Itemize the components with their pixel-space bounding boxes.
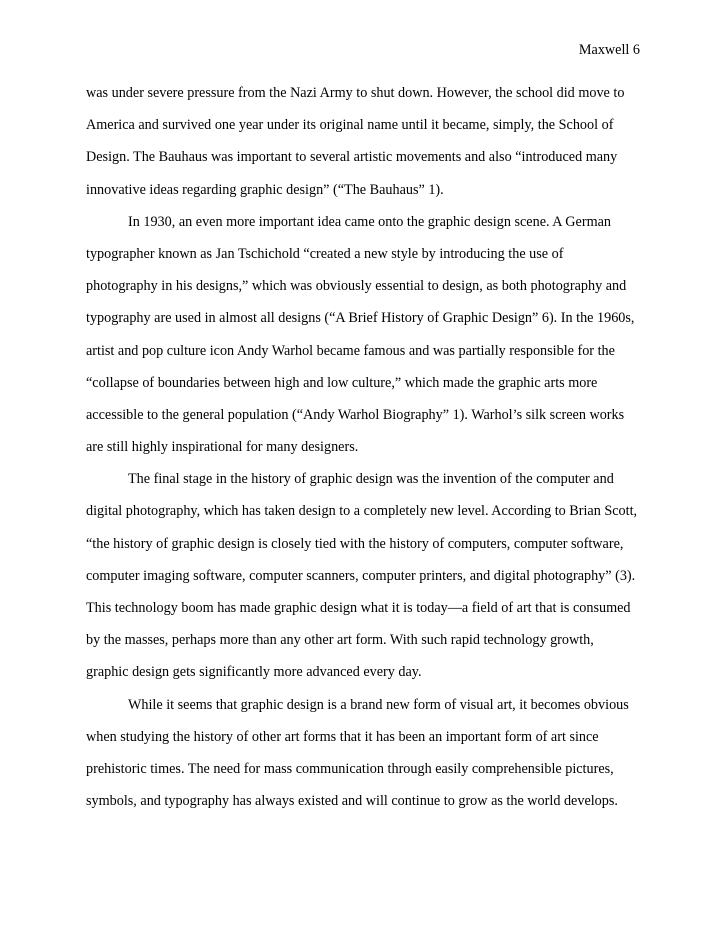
text-line: America and survived one year under its original name until it became, simply, the School of: [86, 117, 614, 134]
body-text: [86, 84, 646, 824]
text-line: prehistoric times. The need for mass communication through easily comprehensible pictures,: [86, 760, 614, 777]
text-line: by the masses, perhaps more than any other art form. With such rapid technology growth,: [86, 632, 594, 649]
text-line: typography are used in almost all designs (“A Brief History of Graphic Design” 6). In the 1960s,: [86, 310, 635, 327]
paragraph-2: [86, 213, 646, 471]
text-line: Design. The Bauhaus was important to several artistic movements and also “introduced many: [86, 149, 618, 166]
text-line: computer imaging software, computer scanners, computer printers, and digital photography” (3).: [86, 567, 636, 584]
text-line: digital photography, which has taken design to a completely new level. According to Brian Scott,: [86, 503, 638, 520]
text-line: accessible to the general population (“Andy Warhol Biography” 1). Warhol’s silk screen works: [86, 406, 625, 423]
text-line: symbols, and typography has always existed and will continue to grow as the world develops.: [86, 793, 618, 810]
text-line: was under severe pressure from the Nazi Army to shut down. However, the school did move to: [86, 85, 625, 101]
text-line: graphic design gets significantly more advanced every day.: [86, 664, 422, 681]
paragraph-4: [86, 696, 646, 825]
text-line: when studying the history of other art forms that it has been an important form of art since: [86, 728, 599, 745]
text-line: The final stage in the history of graphic design was the invention of the computer and: [128, 471, 614, 488]
text-line: artist and pop culture icon Andy Warhol became famous and was partially responsible for the: [86, 342, 615, 359]
text-line: photography in his designs,” which was obviously essential to design, as both photography and: [86, 278, 627, 295]
text-line: typographer known as Jan Tschichold “created a new style by introducing the use of: [86, 245, 564, 262]
paragraph-3: [86, 470, 646, 695]
text-line: innovative ideas regarding graphic design” (“The Bauhaus” 1).: [86, 181, 444, 198]
text-line: “the history of graphic design is closely tied with the history of computers, computer software,: [86, 535, 624, 552]
text-line: While it seems that graphic design is a brand new form of visual art, it becomes obvious: [128, 696, 629, 713]
page-header: Maxwell 6: [578, 42, 640, 58]
text-line: “collapse of boundaries between high and low culture,” which made the graphic arts more: [86, 374, 598, 391]
text-line: This technology boom has made graphic design what it is today—a field of art that is consumed: [86, 600, 631, 616]
text-line: In 1930, an even more important idea came onto the graphic design scene. A German: [128, 213, 612, 230]
paragraph-1: [86, 84, 646, 213]
text-line: are still highly inspirational for many designers.: [86, 439, 359, 456]
